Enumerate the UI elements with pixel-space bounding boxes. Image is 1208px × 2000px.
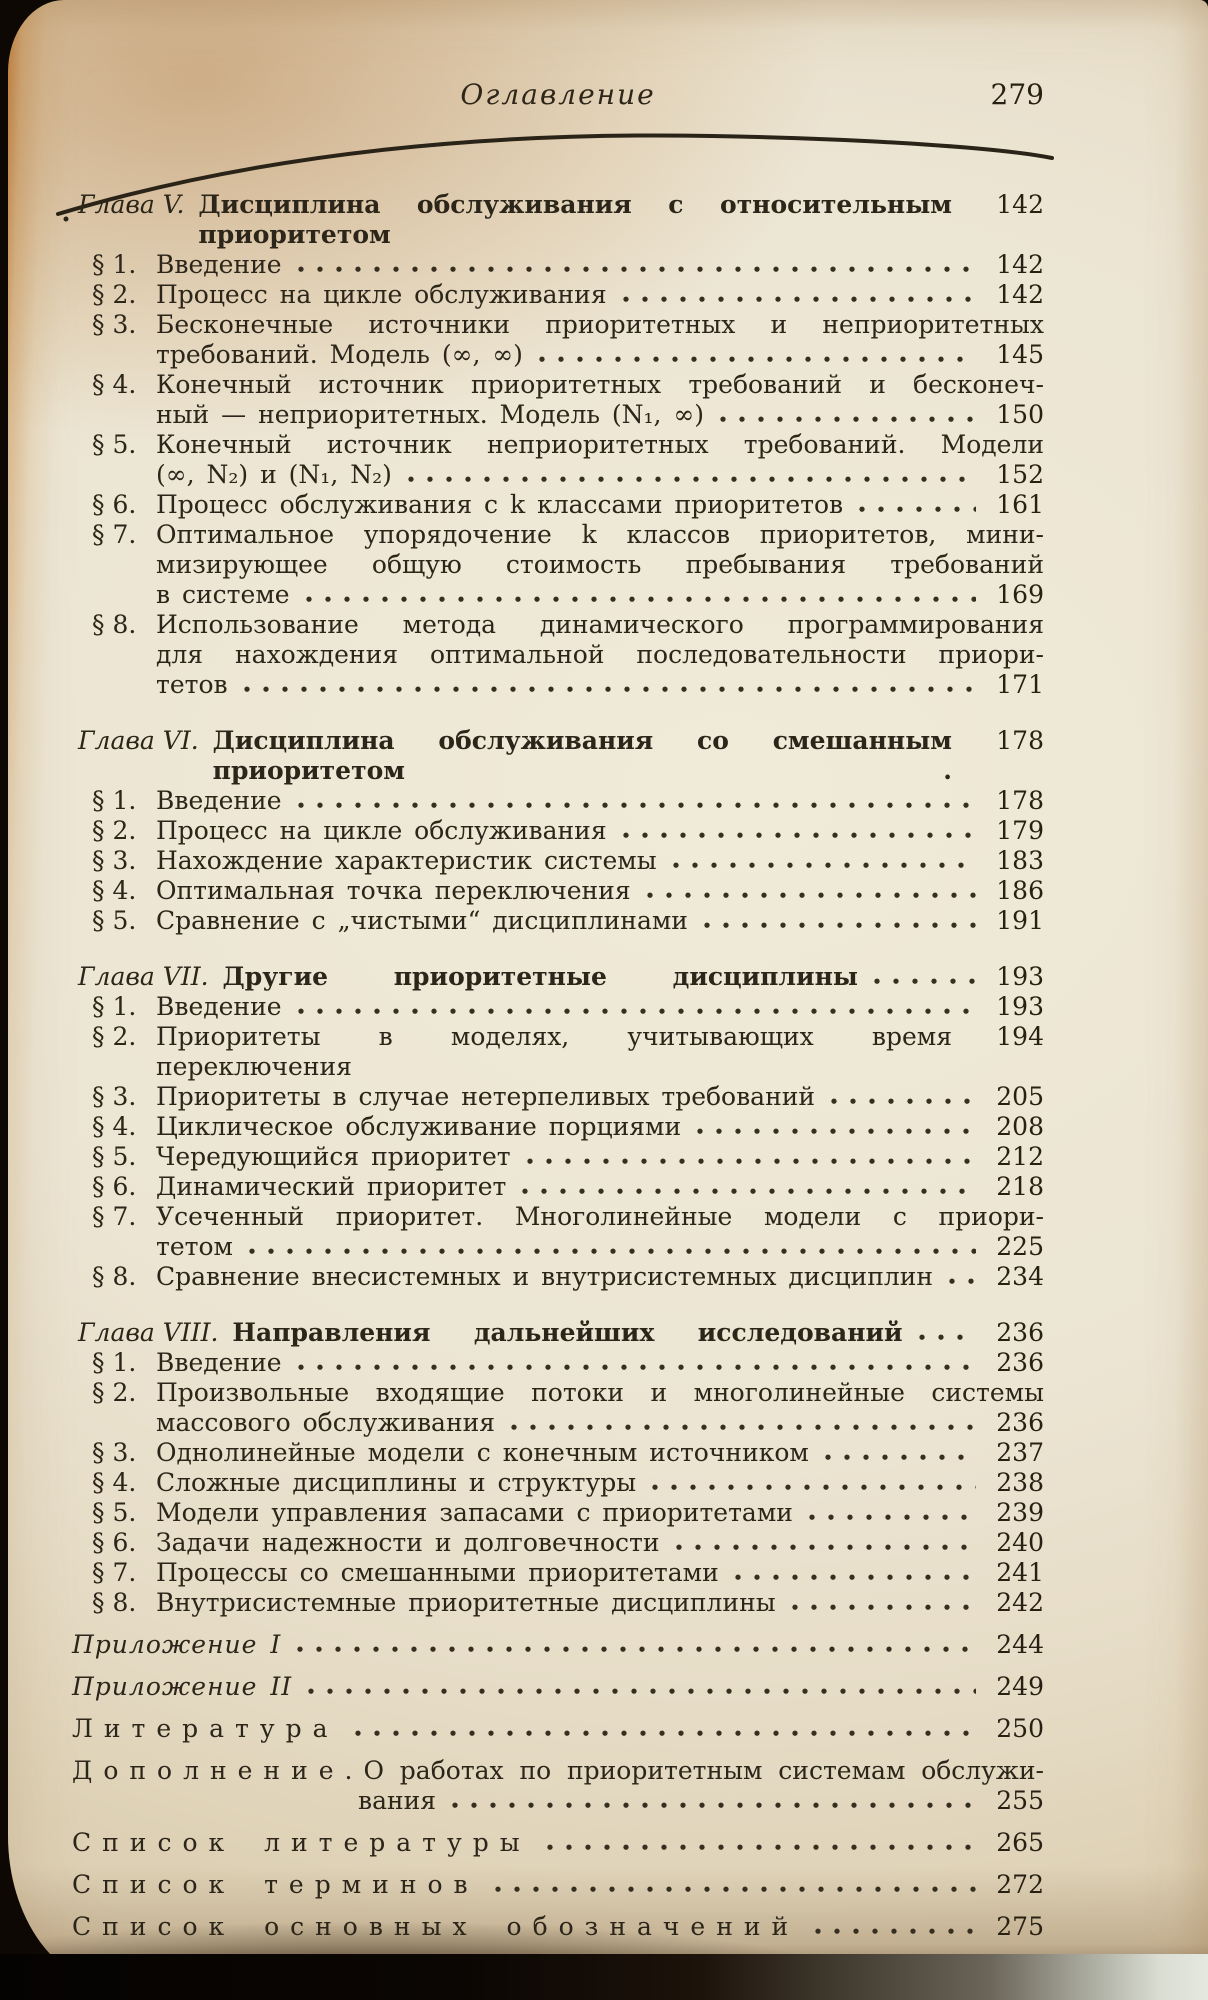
section-mark: § 4. <box>92 370 137 399</box>
entry-text: Направления дальнейших исследований <box>232 1318 903 1347</box>
toc-entry <box>72 1348 1044 1378</box>
section-mark: § 1. <box>92 992 137 1021</box>
dot-leader <box>245 1232 976 1262</box>
section-mark: § 1. <box>92 1348 137 1377</box>
dot-leader <box>827 1082 976 1112</box>
entry-text: Приоритеты в случае нетерпеливых требований <box>156 1082 816 1111</box>
entry-text: Процесс обслуживания с k классами приоритетов <box>156 490 844 519</box>
section-mark: § 7. <box>92 520 137 549</box>
chapter-label: Глава VIII. <box>78 1318 219 1347</box>
entry-text: Список терминов <box>72 1870 479 1899</box>
page-number: 236 <box>996 1348 1044 1377</box>
page-number: 193 <box>996 962 1045 991</box>
toc-entry <box>72 1498 1044 1528</box>
dot-leader <box>821 1438 976 1468</box>
dot-leader <box>964 190 976 250</box>
toc-entry <box>72 1630 1044 1660</box>
toc-entry <box>72 610 1044 700</box>
entry-text: Дополнение. <box>72 1756 364 1785</box>
toc-line <box>72 1756 1044 1786</box>
section-mark: § 2. <box>92 280 137 309</box>
page-number: 272 <box>996 1870 1044 1899</box>
entry-text: Нахождение характеристик системы <box>156 846 657 875</box>
toc-line <box>72 1232 1044 1262</box>
entry-text: Конечный источник приоритетных требований и бесконеч- <box>156 370 1044 399</box>
entry-text: Задачи надежности и долговечности <box>156 1528 660 1557</box>
toc-entry <box>72 992 1044 1022</box>
section-mark <box>72 1408 156 1438</box>
toc-entry <box>72 1468 1044 1498</box>
page-number: 161 <box>996 490 1044 519</box>
page-number: 186 <box>996 876 1044 905</box>
section-mark: § 1. <box>92 250 137 279</box>
dot-leader <box>523 1142 976 1172</box>
dot-leader <box>716 400 976 430</box>
toc-line <box>78 190 1044 250</box>
table-surface-shadow <box>0 1954 1208 2000</box>
section-mark: § 6. <box>92 1528 137 1557</box>
entry-text: Сложные дисциплины и структуры <box>156 1468 637 1497</box>
dot-leader <box>294 786 976 816</box>
dot-leader <box>491 1870 976 1900</box>
toc-line <box>78 1318 1044 1348</box>
entry-text: Приложение I <box>72 1630 282 1659</box>
toc-entry <box>72 1022 1044 1082</box>
dot-leader <box>870 962 976 992</box>
entry-text: тетом <box>156 1232 233 1261</box>
page-number: 255 <box>996 1786 1044 1815</box>
section-mark: § 1. <box>92 786 137 815</box>
toc-entry <box>72 816 1044 846</box>
toc-line <box>78 962 1044 992</box>
entry-text: Бесконечные источники приоритетных и неприоритетных <box>156 310 1044 339</box>
toc-line <box>72 1378 1044 1408</box>
toc-entry <box>72 1112 1044 1142</box>
entry-text: Введение <box>156 250 282 279</box>
toc-entry <box>72 1262 1044 1292</box>
dot-leader <box>945 1262 976 1292</box>
section-mark <box>72 460 156 490</box>
entry-text: тетов <box>156 670 228 699</box>
toc-entry <box>72 370 1044 430</box>
dot-leader <box>964 726 976 786</box>
toc-entry <box>72 1714 1044 1744</box>
entry-text: Другие приоритетные дисциплины <box>222 962 858 991</box>
dot-leader <box>448 1786 976 1816</box>
page-number: 191 <box>996 906 1044 935</box>
toc-entry <box>72 1318 1044 1348</box>
entry-text: Сравнение внесистемных и внутрисистемных дисциплин <box>156 1262 934 1291</box>
toc-entry <box>72 1172 1044 1202</box>
toc-line <box>72 520 1044 550</box>
dot-leader <box>643 876 976 906</box>
toc-entry <box>72 1756 1044 1816</box>
page-number: 265 <box>996 1828 1044 1857</box>
toc-entry <box>72 1870 1044 1900</box>
entry-text: Список основных обозначений <box>72 1912 800 1941</box>
toc-entry <box>72 1528 1044 1558</box>
page-number: 249 <box>996 1672 1044 1701</box>
section-mark: § 2. <box>92 1022 137 1051</box>
dot-leader <box>240 670 976 700</box>
entry-text: ный — неприоритетных. Модель (N₁, ∞) <box>156 400 705 429</box>
entry-text: мизирующее общую стоимость пребывания требований <box>156 550 1044 579</box>
toc-line <box>72 1714 1044 1744</box>
toc-entry <box>72 280 1044 310</box>
section-mark <box>72 1232 156 1262</box>
entry-text: требований. Модель (∞, ∞) <box>156 340 523 369</box>
dot-leader <box>788 1588 976 1618</box>
dot-leader <box>619 280 976 310</box>
toc-line <box>72 1112 1044 1142</box>
dot-leader <box>915 1318 976 1348</box>
entry-text: Чередующийся приоритет <box>156 1142 511 1171</box>
entry-text: вания <box>358 1786 437 1815</box>
toc-line <box>72 1348 1044 1378</box>
page-number: 242 <box>996 1588 1044 1617</box>
entry-text: Усеченный приоритет. Многолинейные модели с приори- <box>156 1202 1044 1231</box>
entry-text: Использование метода динамического программирования <box>156 610 1044 639</box>
page-number: 171 <box>996 670 1044 699</box>
toc-entry <box>72 962 1044 992</box>
toc-line <box>72 1828 1044 1858</box>
toc-entry <box>72 846 1044 876</box>
toc-line <box>72 1022 1044 1082</box>
toc-line <box>72 340 1044 370</box>
toc-line <box>72 550 1044 580</box>
toc-line <box>72 460 1044 490</box>
page-number: 225 <box>996 1232 1044 1261</box>
dot-leader <box>294 1348 976 1378</box>
toc-line <box>72 1438 1044 1468</box>
page-number: 208 <box>996 1112 1044 1141</box>
toc-entry <box>72 1558 1044 1588</box>
entry-text: для нахождения оптимальной последовательности приори- <box>156 640 1044 669</box>
section-mark: § 4. <box>92 1468 137 1497</box>
toc-line <box>72 430 1044 460</box>
page-number: 236 <box>996 1318 1044 1347</box>
toc-line <box>72 846 1044 876</box>
page-number: 240 <box>996 1528 1044 1557</box>
toc-line <box>72 1498 1044 1528</box>
dot-leader <box>543 1828 976 1858</box>
chapter-label: Глава V. <box>78 190 185 219</box>
dot-leader <box>351 1714 976 1744</box>
toc-line <box>72 370 1044 400</box>
toc-line <box>72 1408 1044 1438</box>
page-number: 236 <box>996 1408 1044 1437</box>
dot-leader <box>404 460 976 490</box>
page-number: 250 <box>996 1714 1044 1743</box>
toc-line <box>72 786 1044 816</box>
page-number: 169 <box>996 580 1044 609</box>
entry-text: (∞, N₂) и (N₁, N₂) <box>156 460 392 489</box>
toc-line <box>72 1588 1044 1618</box>
entry-text: Дисциплина обслуживания с относительным приоритетом <box>198 190 952 249</box>
entry-text: Модели управления запасами с приоритетами <box>156 1498 793 1527</box>
dot-leader <box>855 490 976 520</box>
dot-leader <box>619 816 976 846</box>
page-number: 150 <box>996 400 1044 429</box>
toc-line <box>72 1142 1044 1172</box>
section-mark: § 5. <box>92 430 137 459</box>
dot-leader <box>294 250 976 280</box>
page-number: 244 <box>996 1630 1044 1659</box>
entry-text: массового обслуживания <box>156 1408 496 1437</box>
page-number: 205 <box>996 1082 1044 1111</box>
entry-text: Дисциплина обслуживания со смешанным приоритетом . <box>212 726 952 785</box>
section-mark: § 3. <box>92 1082 137 1111</box>
toc-entry <box>72 1672 1044 1702</box>
dot-leader <box>700 906 976 936</box>
section-mark: § 5. <box>92 1498 137 1527</box>
toc-entry <box>72 1082 1044 1112</box>
section-mark: § 7. <box>92 1558 137 1587</box>
dot-leader <box>648 1468 976 1498</box>
toc-entry <box>72 1438 1044 1468</box>
toc-line <box>72 1262 1044 1292</box>
page-number: 142 <box>996 190 1044 219</box>
entry-text: Список литературы <box>72 1828 531 1857</box>
toc-entry <box>72 520 1044 610</box>
toc-line <box>72 580 1044 610</box>
toc-line <box>72 610 1044 640</box>
toc-line <box>72 816 1044 846</box>
toc-line <box>72 1082 1044 1112</box>
toc-entry <box>72 430 1044 490</box>
page-number: 142 <box>996 250 1044 279</box>
toc-entry <box>72 876 1044 906</box>
page-number: 212 <box>996 1142 1044 1171</box>
toc-line <box>72 992 1044 1022</box>
entry-text: Литература <box>72 1714 339 1743</box>
section-mark: § 5. <box>92 906 137 935</box>
toc-line <box>72 670 1044 700</box>
entry-text: Введение <box>156 992 282 1021</box>
toc-line <box>72 1558 1044 1588</box>
section-mark <box>72 400 156 430</box>
dot-leader <box>535 340 976 370</box>
toc-entry <box>72 190 1044 250</box>
entry-text: Оптимальное упорядочение k классов приоритетов, мини- <box>156 520 1044 549</box>
toc-line <box>72 1786 1044 1816</box>
toc-entry <box>72 726 1044 786</box>
page-number: 275 <box>996 1912 1044 1941</box>
page-number: 152 <box>996 460 1044 489</box>
toc-line <box>72 1672 1044 1702</box>
toc-line <box>72 1912 1044 1942</box>
dot-leader <box>964 1022 976 1082</box>
toc-line <box>72 1870 1044 1900</box>
entry-text: Процесс на цикле обслуживания <box>156 816 607 845</box>
toc-entry <box>72 1378 1044 1438</box>
dot-leader <box>507 1408 976 1438</box>
chapter-label: Глава VI. <box>78 726 199 755</box>
page-number: 238 <box>996 1468 1044 1497</box>
toc-entry <box>72 1828 1044 1858</box>
dot-leader <box>669 846 976 876</box>
toc-line <box>72 490 1044 520</box>
section-mark: § 3. <box>92 846 137 875</box>
entry-text: Введение <box>156 786 282 815</box>
page-number: 241 <box>996 1558 1044 1587</box>
entry-text: Введение <box>156 1348 282 1377</box>
page-number: 145 <box>996 340 1044 369</box>
section-mark: § 3. <box>92 1438 137 1467</box>
dot-leader <box>672 1528 976 1558</box>
entry-text: Процессы со смешанными приоритетами <box>156 1558 719 1587</box>
toc-line <box>72 640 1044 670</box>
section-mark: § 4. <box>92 1112 137 1141</box>
toc-line <box>72 1172 1044 1202</box>
hang-indent <box>72 1786 358 1816</box>
toc-entry <box>72 1142 1044 1172</box>
section-mark: § 7. <box>92 1202 137 1231</box>
entry-text: в системе <box>156 580 290 609</box>
entry-text: О работах по приоритетным системам обслужи- <box>363 1756 1044 1785</box>
dot-leader <box>518 1172 976 1202</box>
toc-line <box>72 1630 1044 1660</box>
entry-text: Сравнение с „чистыми“ дисциплинами <box>156 906 688 935</box>
page-number: 218 <box>996 1172 1044 1201</box>
toc-line <box>72 400 1044 430</box>
dot-leader <box>731 1558 976 1588</box>
dot-leader <box>293 1630 976 1660</box>
entry-text: Произвольные входящие потоки и многолинейные системы <box>156 1378 1044 1407</box>
section-mark: § 5. <box>92 1142 137 1171</box>
toc-entry <box>72 1202 1044 1262</box>
page-number: 178 <box>996 786 1044 815</box>
section-mark: § 3. <box>92 310 137 339</box>
page-number: 142 <box>996 280 1044 309</box>
toc-line <box>72 906 1044 936</box>
toc-line <box>72 310 1044 340</box>
dot-leader <box>304 1672 976 1702</box>
page-number: 194 <box>996 1022 1044 1051</box>
section-mark <box>72 580 156 610</box>
book-page <box>8 0 1208 1986</box>
section-mark <box>72 670 156 700</box>
toc-line <box>72 1468 1044 1498</box>
page-number: 193 <box>996 992 1044 1021</box>
section-mark: § 8. <box>92 1588 137 1617</box>
dot-leader <box>693 1112 976 1142</box>
page-number: 234 <box>996 1262 1044 1291</box>
toc-line <box>72 1528 1044 1558</box>
section-mark: § 4. <box>92 876 137 905</box>
chapter-label: Глава VII. <box>78 962 209 991</box>
section-mark <box>72 340 156 370</box>
page-number: 179 <box>996 816 1044 845</box>
entry-text: Процесс на цикле обслуживания <box>156 280 607 309</box>
toc-entry <box>72 250 1044 280</box>
entry-text: Динамический приоритет <box>156 1172 507 1201</box>
section-mark <box>72 550 156 580</box>
section-mark: § 8. <box>92 1262 137 1291</box>
section-mark: § 8. <box>92 610 137 639</box>
toc-line <box>72 1202 1044 1232</box>
toc-entry <box>72 490 1044 520</box>
entry-text: Внутрисистемные приоритетные дисциплины <box>156 1588 776 1617</box>
section-mark: § 6. <box>92 490 137 519</box>
entry-text: Конечный источник неприоритетных требований. Модели <box>156 430 1044 459</box>
page-number: 279 <box>990 78 1044 111</box>
entry-text: Однолинейные модели с конечным источником <box>156 1438 809 1467</box>
toc-entry <box>72 1588 1044 1618</box>
dot-leader <box>294 992 976 1022</box>
page-number: 183 <box>996 846 1044 875</box>
toc-line <box>72 876 1044 906</box>
toc-entry <box>72 1912 1044 1942</box>
page-title: Оглавление <box>460 78 656 111</box>
page-number: 239 <box>996 1498 1044 1527</box>
entry-text: Оптимальная точка переключения <box>156 876 631 905</box>
toc-entry <box>72 310 1044 370</box>
toc-entry <box>72 786 1044 816</box>
toc-line <box>78 726 1044 786</box>
dot-leader <box>302 580 976 610</box>
section-mark: § 2. <box>92 816 137 845</box>
page-number: 237 <box>996 1438 1044 1467</box>
page-number: 178 <box>996 726 1044 755</box>
toc-line <box>72 250 1044 280</box>
section-mark <box>72 640 156 670</box>
entry-text: Приложение II <box>72 1672 293 1701</box>
section-mark: § 2. <box>92 1378 137 1407</box>
toc-entry <box>72 906 1044 936</box>
dot-leader <box>811 1912 976 1942</box>
toc-line <box>72 280 1044 310</box>
dot-leader <box>805 1498 976 1528</box>
entry-text: Циклическое обслуживание порциями <box>156 1112 682 1141</box>
section-mark: § 6. <box>92 1172 137 1201</box>
toc <box>72 190 1044 1942</box>
entry-text: Приоритеты в моделях, учитывающих время переключения <box>156 1022 952 1081</box>
